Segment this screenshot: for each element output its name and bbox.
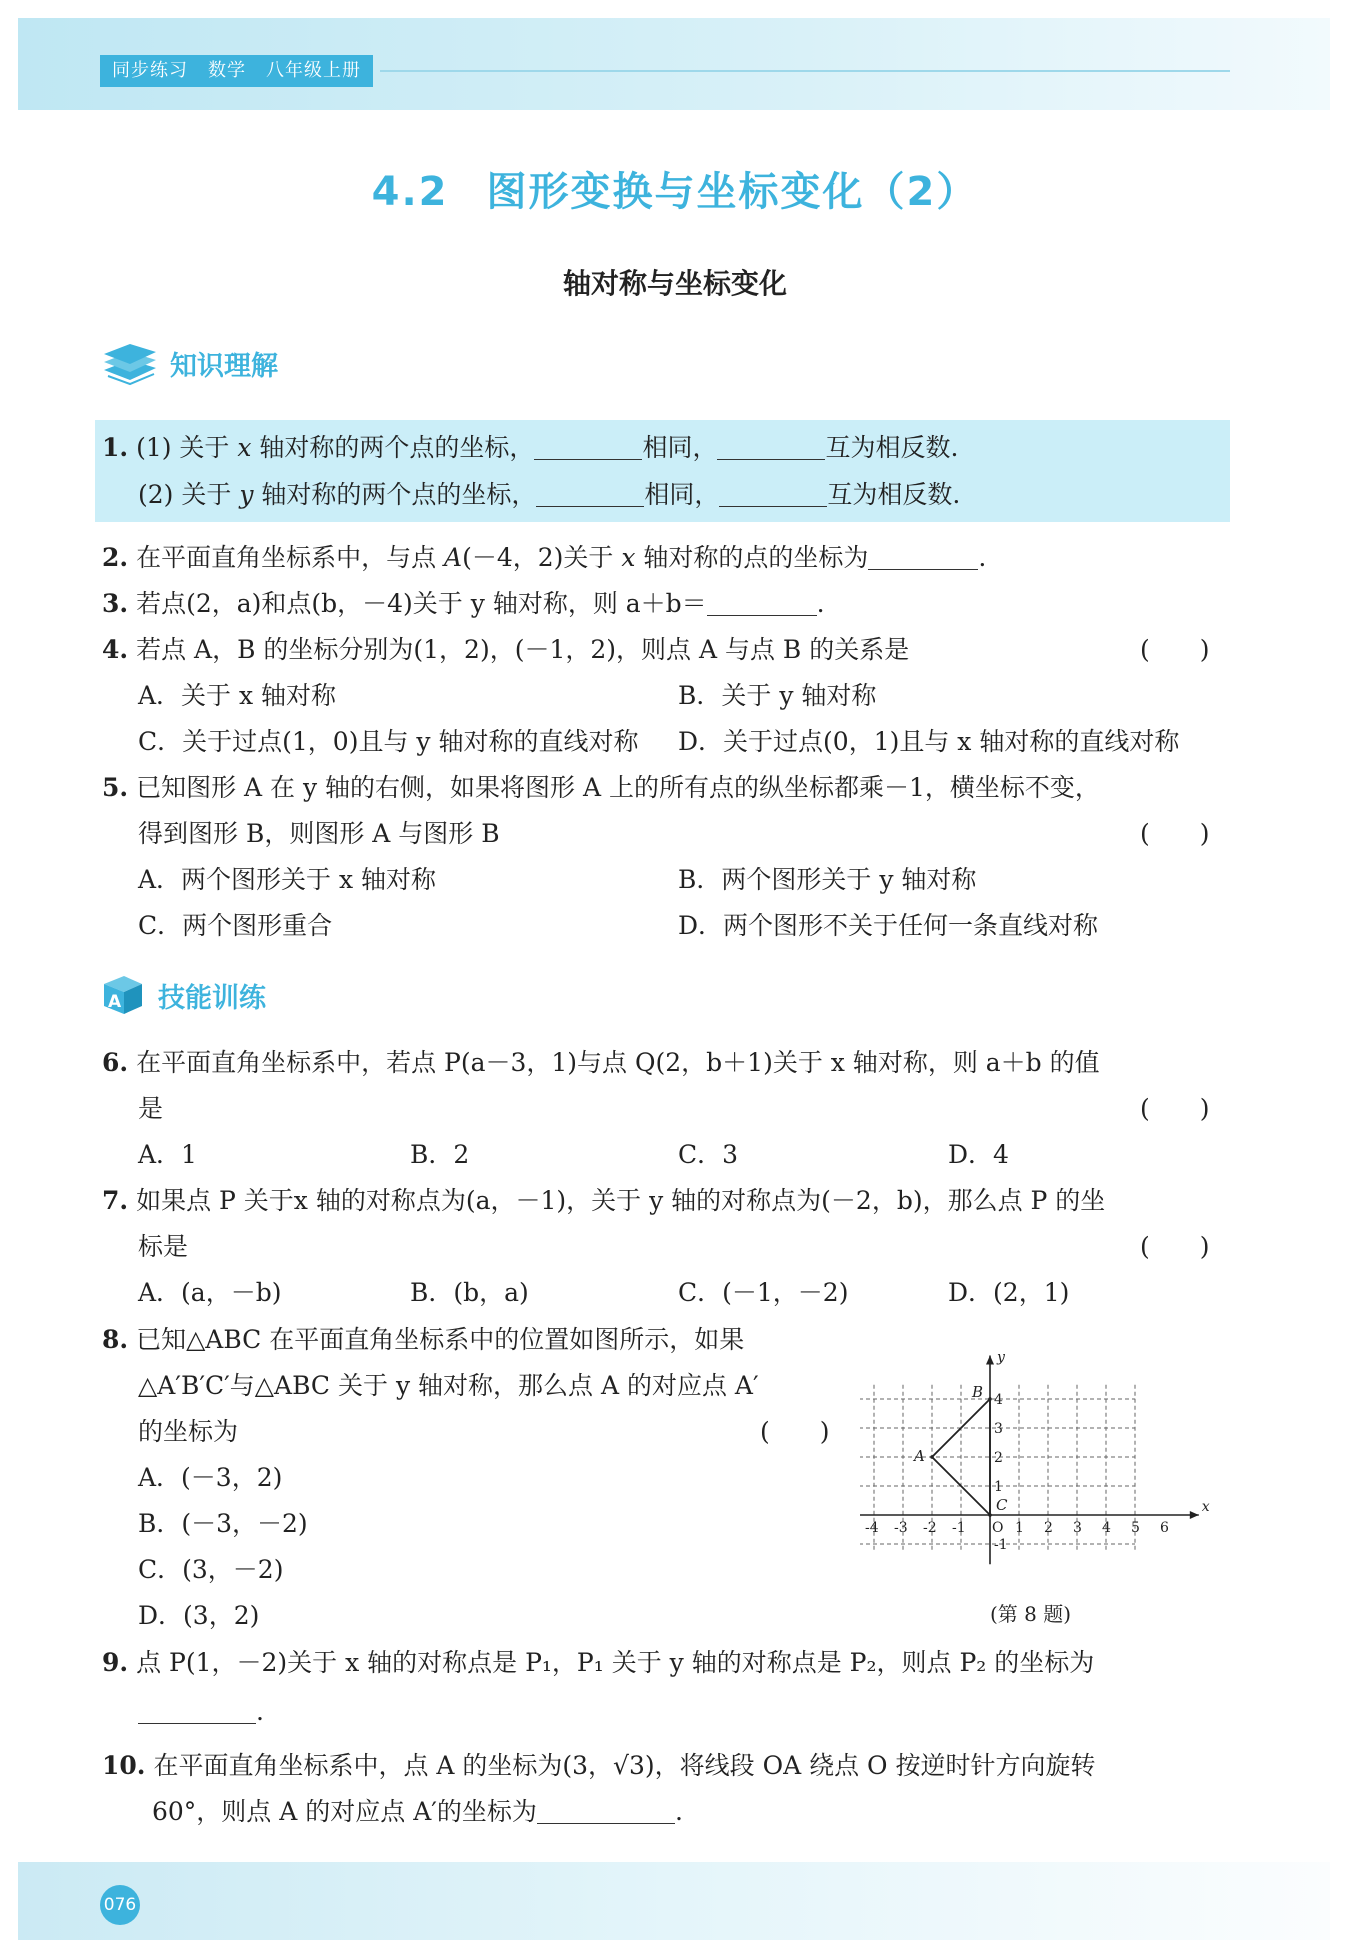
q7-answer-paren[interactable]: ( ) (1140, 1232, 1210, 1261)
q7-option-b: B．(b，a) (410, 1278, 529, 1307)
q4-option-c: C．关于过点(1，0)且与 y 轴对称的直线对称 (138, 727, 639, 756)
y-tick-label: 1 (994, 1479, 1003, 1495)
answer-blank[interactable] (138, 1697, 256, 1724)
q8-option-c: C．(3，－2) (138, 1555, 284, 1584)
q7-stem2: 标是 (138, 1232, 189, 1261)
q2-number: 2. (102, 543, 129, 572)
q1-text: 轴对称的两个点的坐标， (253, 480, 537, 509)
series-label (100, 55, 373, 87)
footer-band (18, 1862, 1330, 1940)
q10-text: 在平面直角坐标系中，点 A 的坐标为(3，√3)，将线段 OA 绕点 O 按逆时针方向旋转 (153, 1751, 1096, 1780)
q3-number: 3. (102, 589, 129, 618)
y-axis-arrow (986, 1356, 994, 1365)
q3-end: . (816, 589, 825, 618)
q5-number: 5. (102, 773, 129, 802)
section-understanding (100, 338, 278, 388)
q1-number: 1. (102, 433, 129, 462)
vertex-a (930, 1455, 934, 1459)
answer-blank[interactable] (719, 480, 827, 507)
x-tick-label: -3 (894, 1520, 908, 1536)
section-skills (100, 970, 266, 1020)
q9-number: 9. (102, 1648, 129, 1677)
q1-text: 轴对称的两个点的坐标， (251, 433, 535, 462)
q5-option-a: A．两个图形关于 x 轴对称 (138, 865, 437, 894)
q1-text: 互为相反数. (825, 433, 959, 462)
tick-labels (865, 1392, 1169, 1553)
q2-end: . (978, 543, 987, 572)
x-tick-label: -4 (865, 1520, 879, 1536)
q6-number: 6. (102, 1048, 129, 1077)
lesson-subtitle: 轴对称与坐标变化 (562, 267, 787, 300)
grade-name: 八年级上册 (266, 60, 361, 81)
q7-stem1 (102, 1183, 1105, 1219)
q8-option-a: A．(－3，2) (138, 1463, 283, 1492)
q9-end: . (256, 1697, 264, 1726)
vertex-label-b: B (972, 1383, 984, 1401)
q6-stem1 (102, 1045, 1100, 1081)
q5-option-b: B．两个图形关于 y 轴对称 (678, 865, 977, 894)
svg-text:A: A (108, 992, 122, 1012)
q4-number: 4. (102, 635, 129, 664)
q1-text: (1) 关于 (136, 433, 238, 462)
q2-text: (－4，2)关于 (462, 543, 622, 572)
q8-answer-paren[interactable]: ( ) (760, 1417, 830, 1446)
x-axis-arrow (1190, 1511, 1199, 1519)
y-tick-label: 2 (994, 1450, 1003, 1466)
q2-text: 在平面直角坐标系中，与点 (136, 543, 445, 572)
y-tick-label: 4 (994, 1392, 1003, 1408)
x-tick-label: 6 (1160, 1520, 1169, 1536)
q6-option-c: C．3 (678, 1140, 739, 1169)
q6-text: 在平面直角坐标系中，若点 P(a－3，1)与点 Q(2，b＋1)关于 x 轴对称，则 a＋b 的值 (136, 1048, 1100, 1077)
vertex-label-a: A (914, 1447, 925, 1465)
q5-option-d: D．两个图形不关于任何一条直线对称 (678, 911, 1099, 940)
q8-coordinate-figure (860, 1330, 1220, 1590)
answer-blank[interactable] (707, 589, 817, 616)
q1-text: (2) 关于 (138, 480, 240, 509)
answer-blank[interactable] (537, 1797, 675, 1824)
q6-answer-paren[interactable]: ( ) (1140, 1094, 1210, 1123)
q1-line1 (102, 430, 958, 466)
subject-name: 数学 (208, 60, 246, 81)
q8-stem2: △A′B′C′与△ABC 关于 y 轴对称，那么点 A 的对应点 A′ (138, 1371, 759, 1400)
page-number: 076 (100, 1885, 140, 1925)
cube-a-icon (100, 972, 146, 1018)
q8-stem3: 的坐标为 (138, 1417, 239, 1446)
answer-blank[interactable] (534, 433, 642, 460)
q1-text: 互为相反数. (827, 480, 961, 509)
q8-option-d: D．(3，2) (138, 1601, 260, 1630)
q1-text: 相同， (642, 433, 718, 462)
q5-answer-paren[interactable]: ( ) (1140, 819, 1210, 848)
q2 (102, 540, 986, 576)
q7-option-d: D．(2，1) (948, 1278, 1070, 1307)
q1-var: x (237, 433, 252, 462)
q8-number: 8. (102, 1325, 129, 1354)
q10-number: 10. (102, 1751, 146, 1780)
q8-caption: (第 8 题) (990, 1602, 1072, 1626)
q3-text: 若点(2，a)和点(b，－4)关于 y 轴对称，则 a＋b＝ (136, 589, 707, 618)
q2-var: x (621, 543, 636, 572)
q10-line2 (152, 1794, 683, 1830)
q3 (102, 586, 825, 622)
y-axis-label: y (997, 1349, 1005, 1366)
q8-stem1 (102, 1322, 744, 1358)
x-tick-label: 5 (1131, 1520, 1140, 1536)
x-axis-label: x (1201, 1499, 1210, 1515)
vertex-c (988, 1513, 992, 1517)
q10-text: 60°，则点 A 的对应点 A′的坐标为 (152, 1797, 537, 1826)
book-name: 同步练习 (112, 60, 188, 81)
q4-option-d: D．关于过点(0，1)且与 x 轴对称的直线对称 (678, 727, 1180, 756)
chapter-name: 图形变换与坐标变化（2） (486, 169, 979, 215)
q5-text: 已知图形 A 在 y 轴的右侧，如果将图形 A 上的所有点的纵坐标都乘－1，横坐标不变， (136, 773, 1100, 802)
section-skills-label: 技能训练 (158, 982, 266, 1014)
q7-option-c: C．(－1，－2) (678, 1278, 849, 1307)
y-tick-label: -1 (994, 1537, 1008, 1553)
header-rule (380, 70, 1230, 72)
x-tick-label: 3 (1073, 1520, 1082, 1536)
q7-text: 如果点 P 关于x 轴的对称点为(a，－1)，关于 y 轴的对称点为(－2，b)，那么点 P 的坐 (136, 1186, 1106, 1215)
answer-blank[interactable] (536, 480, 644, 507)
x-tick-label: 2 (1044, 1520, 1053, 1536)
q6-option-b: B．2 (410, 1140, 470, 1169)
q10-end: . (674, 1797, 683, 1826)
x-tick-label: 4 (1102, 1520, 1111, 1536)
q5-option-c: C．两个图形重合 (138, 911, 333, 940)
books-icon (100, 340, 158, 386)
q4-text: 若点 A，B 的坐标分别为(1，2)，(－1，2)，则点 A 与点 B 的关系是 (136, 635, 910, 664)
chapter-number: 4.2 (371, 169, 449, 215)
q9-answer (138, 1694, 264, 1730)
chapter-title (0, 160, 1350, 217)
q10-line1 (102, 1748, 1096, 1784)
answer-blank[interactable] (868, 543, 978, 570)
q8-option-b: B．(－3，－2) (138, 1509, 308, 1538)
q1-line2 (138, 477, 960, 513)
answer-blank[interactable] (717, 433, 825, 460)
q2-text: 轴对称的点的坐标为 (635, 543, 869, 572)
x-tick-label: -1 (952, 1520, 966, 1536)
q8-text: 已知△ABC 在平面直角坐标系中的位置如图所示，如果 (136, 1325, 745, 1354)
q7-number: 7. (102, 1186, 129, 1215)
q7-option-a: A．(a，－b) (138, 1278, 282, 1307)
q1-var: y (239, 480, 254, 509)
q4-option-b: B．关于 y 轴对称 (678, 681, 877, 710)
q4-option-a: A．关于 x 轴对称 (138, 681, 337, 710)
section-understanding-label: 知识理解 (170, 350, 278, 382)
q4-stem (102, 632, 909, 668)
q6-stem2: 是 (138, 1094, 164, 1123)
q6-option-a: A．1 (138, 1140, 197, 1169)
q9 (102, 1645, 1094, 1681)
q9-text: 点 P(1，－2)关于 x 轴的对称点是 P₁，P₁ 关于 y 轴的对称点是 P₂，则点 P₂ 的坐标为 (136, 1648, 1095, 1677)
q2-point: A (444, 543, 463, 572)
x-tick-label: 1 (1015, 1520, 1024, 1536)
q5-stem1 (102, 770, 1100, 806)
vertex-b (988, 1397, 992, 1401)
y-tick-label: 3 (994, 1421, 1003, 1437)
x-tick-label: O (992, 1520, 1004, 1536)
q6-option-d: D．4 (948, 1140, 1009, 1169)
x-tick-label: -2 (923, 1520, 937, 1536)
vertex-label-c: C (996, 1496, 1008, 1514)
q4-answer-paren[interactable]: ( ) (1140, 635, 1210, 664)
q5-stem2: 得到图形 B，则图形 A 与图形 B (138, 819, 500, 848)
q1-text: 相同， (644, 480, 720, 509)
